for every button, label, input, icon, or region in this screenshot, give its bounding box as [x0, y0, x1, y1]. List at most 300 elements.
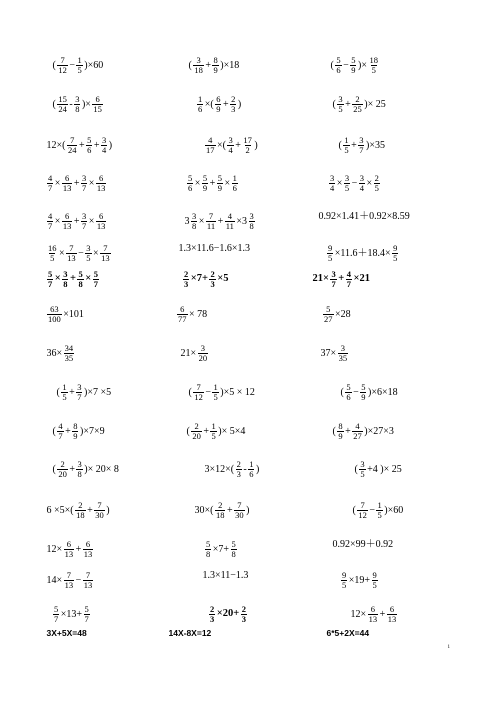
denominator: 5	[50, 253, 55, 263]
expression-text: +	[379, 608, 386, 620]
exercise-42	[332, 540, 394, 550]
expression-text: )×60	[384, 504, 404, 516]
denominator: 3	[184, 279, 189, 289]
numerator: 1	[213, 382, 218, 392]
numerator: 5	[231, 539, 236, 549]
numerator: 4	[346, 269, 351, 279]
numerator: 3	[359, 173, 365, 183]
expression-text: ×	[198, 215, 205, 227]
expression-text: 21×	[180, 347, 197, 359]
denominator: 5	[62, 392, 67, 402]
fraction	[242, 136, 253, 155]
exercise-9	[338, 136, 385, 155]
denominator: 20	[198, 353, 208, 363]
denominator: 4	[330, 183, 335, 193]
numerator: 2	[355, 94, 360, 104]
fraction	[76, 460, 82, 479]
numerator: 5	[188, 173, 193, 183]
expression-text: 0.92×99＋0.92	[332, 539, 394, 550]
numerator: 7	[237, 500, 242, 510]
numerator: 1	[344, 135, 349, 145]
fraction	[47, 305, 62, 324]
denominator: 8	[206, 549, 211, 559]
numerator: 5	[48, 269, 53, 279]
numerator: 5	[93, 269, 98, 279]
fraction	[376, 501, 382, 520]
expression-text: ×11.6＋18.4×	[334, 247, 391, 259]
numerator: 6	[66, 539, 72, 549]
expression-text: ×(	[217, 139, 226, 151]
fraction	[64, 344, 75, 363]
expression-text: ×5	[217, 273, 229, 285]
expression-text: −	[75, 574, 82, 586]
exercise-23	[176, 305, 208, 324]
fraction	[205, 540, 211, 559]
expression-text: (	[332, 98, 336, 110]
expression-text: ×	[85, 273, 92, 285]
denominator: 5	[393, 253, 398, 263]
denominator: 7	[359, 145, 364, 155]
denominator: 9	[213, 65, 218, 75]
denominator: 8	[78, 279, 83, 289]
exercise-3	[330, 56, 380, 75]
fraction	[101, 136, 107, 155]
denominator: 5	[338, 104, 343, 114]
expression-text: +	[75, 543, 82, 555]
numerator: 3	[338, 94, 343, 104]
denominator: 7	[54, 614, 59, 624]
fraction	[57, 95, 68, 114]
exercise-2	[188, 56, 240, 75]
expression-text: )	[255, 463, 260, 475]
exercise-31	[52, 422, 105, 441]
denominator: 3	[210, 614, 215, 624]
numerator: 1	[232, 173, 237, 183]
denominator: 9	[361, 392, 366, 402]
expression-text: +	[226, 504, 233, 516]
exercise-7	[46, 136, 113, 155]
numerator: 3	[344, 173, 350, 183]
exercise-24	[322, 305, 351, 324]
denominator: 9	[217, 183, 223, 193]
expression-text: ×	[88, 215, 95, 227]
expression-text: ×101	[63, 308, 84, 320]
exercise-39	[352, 501, 404, 520]
expression-text: (	[354, 463, 358, 475]
numerator: 2	[218, 500, 223, 510]
exercise-28	[56, 383, 112, 402]
fraction	[76, 56, 82, 75]
fraction	[57, 460, 68, 479]
denominator: 5	[372, 580, 377, 590]
fraction	[72, 422, 78, 441]
fraction	[232, 174, 238, 193]
fraction	[231, 540, 237, 559]
denominator: 9	[202, 183, 208, 193]
fraction	[77, 270, 83, 289]
fraction	[234, 501, 245, 520]
expression-text: )×5 × 12	[220, 386, 255, 398]
denominator: 5	[344, 183, 350, 193]
numerator: 3	[82, 173, 87, 183]
denominator: 8	[75, 104, 80, 114]
numerator: 4	[227, 211, 232, 221]
exercise-30	[340, 383, 398, 402]
numerator: 2	[184, 269, 189, 279]
numerator: 4	[208, 135, 213, 145]
numerator: 6	[65, 211, 70, 221]
denominator: 13	[83, 580, 93, 590]
expression-text: 6 ×5×(	[46, 504, 74, 516]
denominator: 13	[101, 253, 110, 263]
numerator: 3	[340, 343, 346, 353]
denominator: 7	[48, 279, 53, 289]
denominator: 7	[82, 221, 87, 231]
exercise-17	[178, 244, 251, 254]
exercise-19	[46, 270, 100, 289]
expression-text: +	[351, 139, 357, 151]
fraction	[183, 270, 189, 289]
fraction	[329, 174, 335, 193]
denominator: 11	[206, 221, 216, 231]
numerator: 6	[85, 539, 91, 549]
expression-text: ×19+	[348, 574, 371, 586]
expression-text: )	[254, 139, 258, 151]
numerator: 6	[216, 94, 221, 104]
exercise-37	[46, 501, 110, 520]
denominator: 30	[95, 510, 104, 520]
fraction	[374, 174, 380, 193]
numerator: 3	[75, 94, 80, 104]
denominator: 7	[84, 614, 89, 624]
denominator: 6	[336, 65, 341, 75]
fraction	[62, 212, 73, 231]
fraction	[344, 174, 350, 193]
denominator: 6	[232, 183, 237, 193]
fraction	[327, 244, 333, 263]
denominator: 27	[324, 314, 333, 324]
fraction	[67, 136, 78, 155]
numerator: 7	[103, 243, 108, 253]
exercise-13	[46, 212, 107, 231]
fraction	[368, 605, 379, 624]
numerator: 7	[70, 135, 75, 145]
denominator: 8	[231, 549, 236, 559]
fraction	[57, 56, 68, 75]
fraction	[83, 540, 94, 559]
numerator: 5	[346, 382, 351, 392]
denominator: 24	[67, 145, 77, 155]
fraction	[359, 174, 365, 193]
expression-text: −	[343, 59, 349, 71]
fraction	[372, 571, 378, 590]
denominator: 5	[360, 469, 365, 479]
expression-text: −	[351, 177, 358, 189]
fraction	[236, 460, 242, 479]
expression-text: +	[69, 273, 76, 285]
numerator: 1	[62, 382, 67, 392]
numerator: 1	[249, 459, 254, 469]
expression-text: (	[52, 59, 56, 71]
numerator: 3	[359, 135, 364, 145]
exercise-38	[194, 501, 250, 520]
expression-text: ×7+	[212, 543, 230, 555]
exercise-20	[182, 270, 229, 289]
fraction	[202, 174, 208, 193]
denominator: 13	[64, 580, 74, 590]
fraction	[343, 136, 349, 155]
numerator: 17	[243, 135, 252, 145]
exercise-6	[332, 95, 386, 114]
denominator: 18	[76, 510, 85, 520]
expression-text: ×20+	[216, 608, 240, 620]
numerator: 8	[73, 421, 78, 431]
numerator: 8	[213, 55, 218, 65]
expression-text: +	[69, 386, 75, 398]
numerator: 9	[328, 243, 333, 253]
fraction	[209, 605, 215, 624]
expression-text: 3×12×(	[204, 463, 235, 475]
expression-text: )	[108, 139, 113, 151]
fraction	[94, 501, 105, 520]
fraction	[335, 56, 341, 75]
denominator: 4	[228, 145, 233, 155]
numerator: 5	[217, 173, 223, 183]
fraction	[75, 501, 86, 520]
denominator: 13	[96, 221, 106, 231]
expression-text: ×	[54, 215, 61, 227]
fraction	[57, 422, 63, 441]
numerator: 3	[196, 55, 201, 65]
fraction	[81, 212, 87, 231]
exercise-26	[180, 344, 209, 363]
fraction	[357, 501, 368, 520]
expression-text: )×6×18	[367, 386, 398, 398]
expression-text: +	[345, 98, 351, 110]
expression-text: 30×(	[194, 504, 214, 516]
denominator: 7	[48, 221, 53, 231]
denominator: 7	[93, 279, 98, 289]
fraction	[100, 244, 111, 263]
numerator: 1	[377, 500, 382, 510]
denominator: 8	[192, 221, 197, 231]
numerator: 6	[180, 304, 185, 314]
numerator: 2	[194, 421, 199, 431]
exercise-14	[184, 212, 256, 231]
fraction	[198, 344, 209, 363]
numerator: 6	[65, 173, 70, 183]
denominator: 6	[249, 469, 254, 479]
fraction	[337, 95, 343, 114]
numerator: 3	[77, 382, 82, 392]
denominator: 12	[58, 65, 67, 75]
fraction	[360, 383, 366, 402]
expression-text: (	[352, 504, 356, 516]
numerator: 3	[86, 243, 91, 253]
expression-text: 12×	[350, 608, 367, 620]
exercise-12	[328, 174, 381, 193]
expression-text: )	[246, 504, 250, 516]
numerator: 9	[393, 243, 398, 253]
fraction	[81, 174, 87, 193]
exercise-49	[46, 629, 87, 638]
expression-text: 3X+5X=48	[46, 628, 87, 638]
numerator: 1	[77, 55, 82, 65]
denominator: 18	[215, 510, 225, 520]
fraction	[64, 571, 75, 590]
exercise-1	[52, 56, 104, 75]
fraction	[61, 383, 67, 402]
fraction	[76, 383, 82, 402]
expression-text: )× 25	[364, 98, 386, 110]
numerator: 6	[99, 211, 104, 221]
numerator: 5	[78, 269, 83, 279]
exercise-48	[350, 605, 398, 624]
denominator: 13	[96, 183, 106, 193]
denominator: 6	[346, 392, 351, 402]
denominator: 11	[225, 221, 234, 231]
numerator: 6	[99, 173, 104, 183]
numerator: 9	[342, 570, 347, 580]
numerator: 5	[84, 604, 89, 614]
numerator: 1	[198, 94, 203, 104]
expression-text: 12×(	[46, 139, 66, 151]
fraction	[66, 244, 77, 263]
denominator: 9	[351, 65, 356, 75]
numerator: 3	[63, 269, 68, 279]
exercise-29	[188, 383, 255, 402]
exercise-4	[52, 95, 104, 114]
fraction	[210, 422, 216, 441]
expression-text: ×28	[335, 308, 351, 320]
fraction	[92, 95, 103, 114]
fraction	[323, 305, 334, 324]
numerator: 3	[228, 135, 233, 145]
expression-text: +	[78, 139, 85, 151]
expression-text: +	[93, 139, 100, 151]
fraction	[249, 212, 255, 231]
exercise-8	[204, 136, 258, 155]
expression-text: +	[65, 425, 71, 437]
numerator: 3	[331, 269, 336, 279]
numerator: 5	[202, 173, 208, 183]
expression-text: ×	[54, 273, 61, 285]
numerator: 63	[50, 304, 59, 314]
denominator: 13	[62, 183, 72, 193]
expression-text: -	[69, 98, 73, 110]
fraction	[359, 460, 365, 479]
expression-text: × 78	[189, 308, 208, 320]
denominator: 7	[48, 183, 53, 193]
expression-text: (	[52, 463, 56, 475]
expression-text: )×7 ×5	[83, 386, 112, 398]
exercise-32	[186, 422, 246, 441]
denominator: 6	[188, 183, 193, 193]
numerator: 6	[370, 604, 376, 614]
page-number: 1	[447, 645, 450, 650]
denominator: 5	[377, 510, 382, 520]
numerator: 3	[77, 459, 82, 469]
numerator: 2	[241, 604, 246, 614]
denominator: 13	[368, 614, 378, 624]
denominator: 5	[374, 183, 379, 193]
fraction	[225, 212, 235, 231]
fraction	[205, 136, 216, 155]
numerator: 7	[69, 243, 74, 253]
fraction	[191, 422, 202, 441]
numerator: 2	[210, 269, 215, 279]
denominator: 17	[206, 145, 215, 155]
denominator: 2	[245, 145, 250, 155]
denominator: 9	[216, 104, 221, 114]
fraction	[53, 605, 59, 624]
denominator: 24	[58, 104, 67, 114]
denominator: 5	[328, 253, 333, 263]
expression-text: ×13+	[60, 608, 83, 620]
fraction	[212, 383, 218, 402]
expression-text: (	[338, 139, 342, 151]
expression-text: ×(	[204, 98, 214, 110]
fraction	[227, 136, 233, 155]
exercise-40	[46, 540, 94, 559]
expression-text: )×18	[220, 59, 240, 71]
numerator: 4	[48, 173, 53, 183]
numerator: 2	[236, 459, 241, 469]
expression-text: 1.3×11.6−1.6×1.3	[178, 243, 251, 254]
fraction	[358, 136, 364, 155]
denominator: 3	[241, 614, 246, 624]
fraction	[215, 501, 226, 520]
denominator: 7	[82, 183, 87, 193]
numerator: 16	[48, 243, 57, 253]
expression-text: )×27×3	[364, 425, 394, 437]
expression-text: (	[56, 386, 60, 398]
denominator: 30	[235, 510, 244, 520]
numerator: 18	[369, 55, 378, 65]
fraction	[350, 56, 356, 75]
expression-text: 6*5+2X=44	[326, 628, 370, 638]
denominator: 35	[338, 353, 348, 363]
exercise-18	[326, 244, 399, 263]
fraction	[248, 460, 254, 479]
expression-text: 3	[184, 215, 190, 227]
fraction	[338, 344, 349, 363]
fraction	[193, 383, 204, 402]
denominator: 8	[63, 279, 68, 289]
fraction	[337, 422, 343, 441]
denominator: 100	[48, 314, 61, 324]
fraction	[74, 95, 80, 114]
denominator: 4	[102, 145, 107, 155]
numerator: 5	[54, 604, 59, 614]
expression-text: )×	[81, 98, 91, 110]
expression-text: 21×	[312, 273, 329, 285]
exercise-36	[354, 460, 402, 479]
expression-text: ×	[224, 177, 231, 189]
expression-text: 0.92×1.41＋0.92×8.59	[318, 211, 410, 222]
exercise-43	[46, 571, 94, 590]
expression-text: )×7×9	[79, 425, 105, 437]
numerator: 3	[200, 343, 206, 353]
denominator: 3	[231, 104, 236, 114]
expression-text: −	[353, 386, 359, 398]
denominator: 7	[346, 279, 351, 289]
fraction	[241, 605, 247, 624]
expression-text: ×	[366, 177, 373, 189]
denominator: 3	[236, 469, 241, 479]
denominator: 13	[64, 549, 74, 559]
expression-text: +	[73, 215, 80, 227]
